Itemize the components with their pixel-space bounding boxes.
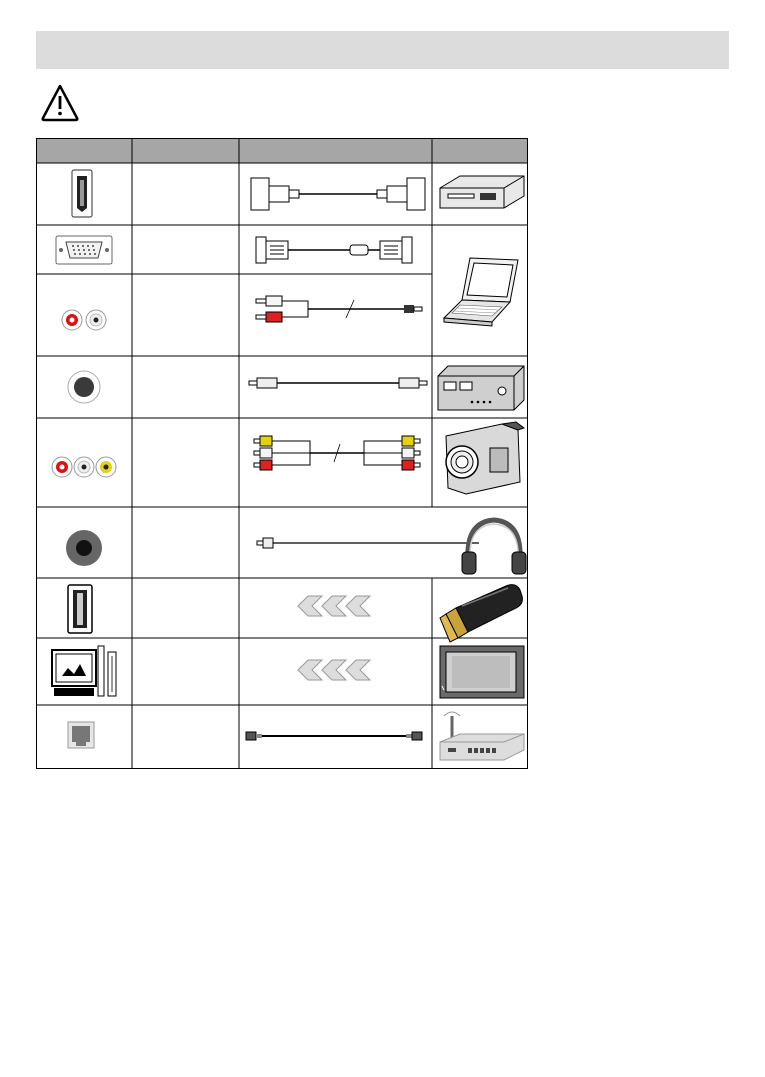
router-icon (440, 712, 524, 760)
table-header (36, 138, 528, 163)
headphone-cable-icon (257, 538, 479, 548)
amplifier-icon (438, 366, 524, 410)
vga-cable-icon (256, 237, 412, 263)
warning-triangle-icon (40, 83, 80, 123)
hdmi-cable-icon (251, 178, 425, 210)
page-title-bar (36, 31, 729, 69)
av-rca-port-icon (52, 457, 116, 477)
camcorder-icon (446, 422, 524, 494)
ci-cam-module-icon (440, 646, 524, 698)
insert-arrows-icon (298, 660, 370, 680)
laptop-icon (444, 258, 518, 326)
usb-stick-icon (440, 585, 522, 642)
hdmi-port-icon (72, 170, 92, 217)
audio-rca-port-icon (62, 310, 106, 330)
connection-table (36, 138, 528, 769)
coaxial-spdif-port-icon (68, 371, 100, 403)
ethernet-cable-icon (246, 732, 422, 740)
headphones-icon (462, 520, 526, 574)
audio-rca-to-jack-cable-icon (256, 296, 422, 322)
vga-port-icon (56, 236, 112, 264)
headphone-jack-icon (66, 530, 102, 566)
coaxial-cable-icon (249, 378, 427, 388)
dvd-recorder-icon (440, 176, 524, 208)
insert-arrows-icon (298, 596, 370, 616)
ethernet-port-icon (68, 722, 94, 748)
ci-slot-icon (52, 646, 116, 696)
av-rca-cable-icon (254, 436, 420, 470)
usb-port-icon (68, 585, 92, 633)
